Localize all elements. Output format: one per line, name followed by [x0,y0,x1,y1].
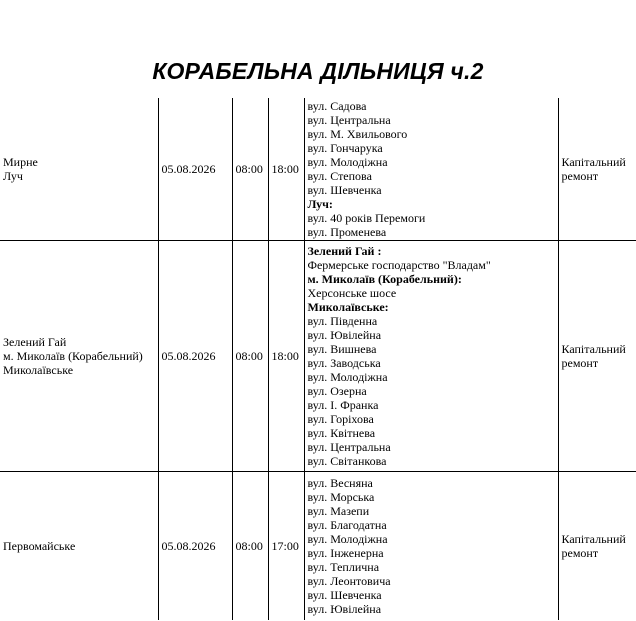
street-name: вул. Заводська [307,355,381,370]
page-title: КОРАБЕЛЬНА ДІЛЬНИЦЯ ч.2 [152,58,484,84]
locality-heading: Зелений Гай : [307,243,382,258]
work-type-text: Капітальний [561,154,626,169]
street-name: вул. Теплична [307,559,380,574]
street-name: Херсонське шосе [307,285,397,300]
streets-cell [304,98,558,240]
street-name: вул. Вишнева [307,341,377,356]
street-name: вул. Південна [307,313,378,328]
street-name: вул. Квітнева [307,425,376,440]
work-type-text: Капітальний [561,531,626,546]
street-name: вул. Морська [307,489,375,504]
schedule-body [0,98,636,620]
start-time-cell: 08:00 [232,98,268,240]
work-type-cell [558,240,636,471]
date-cell: 05.08.2026 [158,471,232,620]
street-name: Фермерське господарство "Владам" [307,257,491,272]
street-name: вул. Гончарука [307,140,383,155]
locality-heading: Луч: [307,196,333,211]
work-type-text: ремонт [561,355,599,370]
street-name: вул. Горіхова [307,411,374,426]
street-name: вул. Ювілейна [307,601,382,616]
street-name: вул. Шевченка [307,182,382,197]
street-name: вул. Шевченка [307,587,382,602]
end-time-cell: 18:00 [268,98,304,240]
settlement-name: Миколаївське [3,362,74,377]
table-row [0,98,636,240]
work-type-text: ремонт [561,168,599,183]
end-time-cell: 17:00 [268,471,304,620]
street-name: вул. Променева [307,224,387,239]
street-name: вул. Інженерна [307,545,384,560]
street-name: вул. Світанкова [307,453,387,468]
street-name: вул. Ювілейна [307,327,382,342]
street-name: вул. М. Хвильового [307,126,408,141]
settlements-cell [0,98,158,240]
street-name: вул. 40 років Перемоги [307,210,426,225]
settlement-name: Мирне [3,154,38,169]
settlements-cell [0,471,158,620]
street-name: вул. Центральна [307,112,391,127]
street-name: вул. І. Франка [307,397,379,412]
outage-schedule-table [0,98,636,620]
locality-heading: м. Миколаїв (Корабельний): [307,271,462,286]
settlements-cell [0,240,158,471]
street-name: вул. Озерна [307,383,367,398]
street-name: вул. Молодіжна [307,369,388,384]
street-name: вул. Молодіжна [307,154,388,169]
street-name: вул. Леонтовича [307,573,391,588]
streets-cell [304,240,558,471]
settlement-name: м. Миколаїв (Корабельний) [3,348,143,363]
table-row [0,240,636,471]
start-time-cell: 08:00 [232,471,268,620]
table-row [0,471,636,620]
street-name: вул. Молодіжна [307,531,388,546]
work-type-text: Капітальний [561,341,626,356]
street-name: вул. Благодатна [307,517,387,532]
street-name: вул. Центральна [307,439,391,454]
settlement-name: Первомайське [3,538,76,553]
end-time-cell: 18:00 [268,240,304,471]
street-name: вул. Весняна [307,475,373,490]
locality-heading: Миколаївське: [307,299,389,314]
date-cell: 05.08.2026 [158,98,232,240]
streets-cell [304,471,558,620]
settlement-name: Луч [3,168,23,183]
work-type-cell [558,98,636,240]
settlement-name: Зелений Гай [3,334,67,349]
work-type-cell [558,471,636,620]
street-name: вул. Садова [307,98,367,113]
start-time-cell: 08:00 [232,240,268,471]
date-cell: 05.08.2026 [158,240,232,471]
street-name: вул. Степова [307,168,372,183]
street-name: вул. Мазепи [307,503,370,518]
work-type-text: ремонт [561,545,599,560]
